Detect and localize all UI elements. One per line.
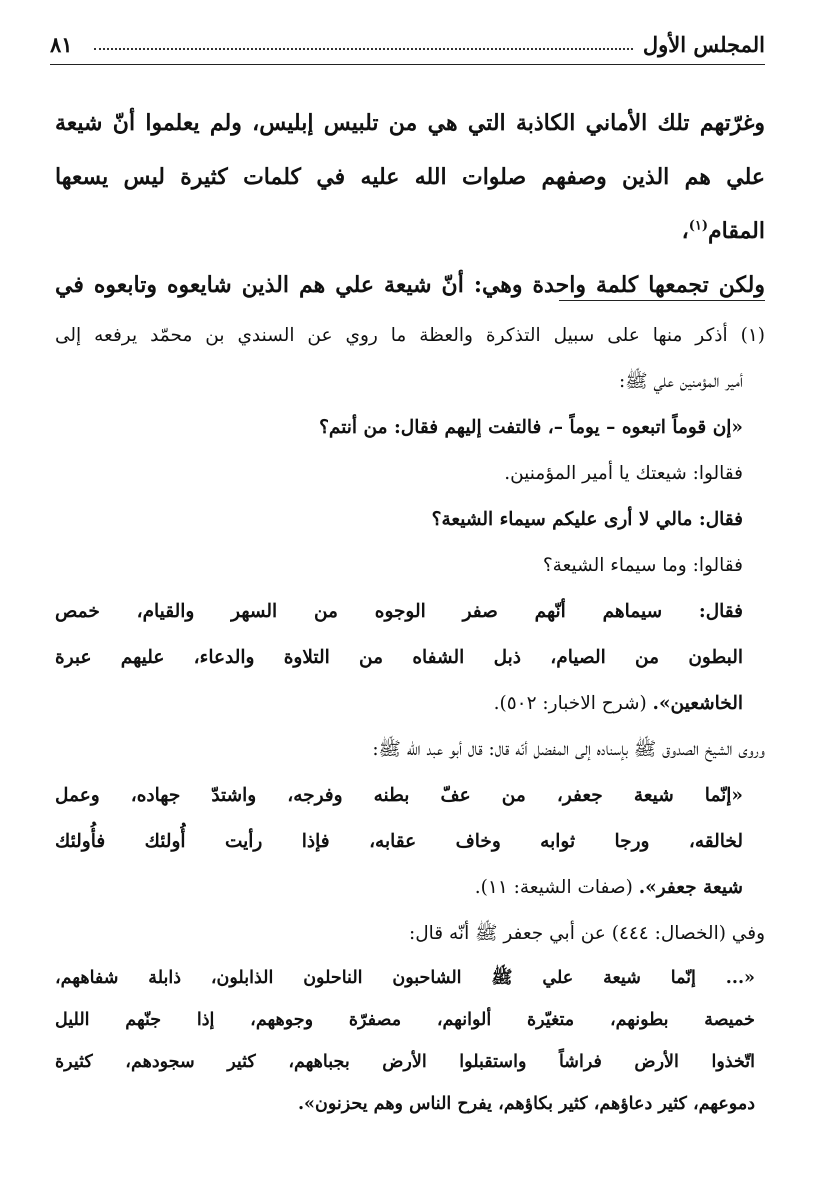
footnote-quote-line: «... إنّما شيعة علي ﷺ الشاحبون الناحلون الذابلون، ذابلة شفاههم،	[55, 968, 755, 988]
footnotes-section	[55, 313, 765, 1125]
footnote-line: وفي (الخصال: ٤٤٤) عن أبي جعفر ﷺ أنّه قال:	[408, 923, 765, 944]
footnote-quote-line: فقالوا: وما سيماء الشيعة؟	[542, 555, 743, 576]
running-header	[50, 30, 765, 65]
main-body-text	[55, 96, 765, 312]
footnote-quote-line: فقال: مالي لا أرى عليكم سيماء الشيعة؟	[431, 509, 743, 530]
footnote-quote-block	[55, 957, 765, 1125]
source-citation: (شرح الاخبار: ٥٠٢).	[493, 693, 653, 714]
footnote-quote-line: خميصة بطونهم، متغيّرة ألوانهم، مصفرّة وجوههم، إذا جنّهم الليل	[55, 1010, 755, 1030]
page-number: ٨١	[50, 32, 73, 57]
footnote-reference[interactable]: (١)	[688, 218, 708, 234]
footnote-line: وروى الشيخ الصدوق ﷺ بإسناده إلى المفضل أنّه قال: قال أبو عبد الله ﷺ:	[372, 739, 765, 760]
body-line: وغرّتهم تلك الأماني الكاذبة التي هي من تلبيس إبليس، ولم يعلموا أنّ شيعة	[55, 110, 765, 136]
footnote-quote-line: فقالوا: شيعتك يا أمير المؤمنين.	[504, 463, 743, 484]
footnote-quote-line	[55, 681, 765, 727]
footnote-quote-line: لخالقه، ورجا ثوابه وخاف عقابه، فإذا رأيت أُولئك فأُولئك	[55, 831, 743, 852]
body-line-text: علي هم الذين وصفهم صلوات الله عليه في كلمات كثيرة ليس يسعها المقام	[55, 164, 765, 244]
source-citation: (صفات الشيعة: ١١).	[474, 877, 639, 898]
footnote-quote-line: «إنّما شيعة جعفر، من عفّ بطنه وفرجه، واشتدّ جهاده، وعمل	[55, 785, 743, 806]
header-dot-leader	[94, 48, 633, 50]
footnote-separator	[559, 300, 765, 301]
chapter-title: المجلس الأول	[642, 32, 765, 57]
footnote-quote-line: «إن قوماً اتبعوه – يوماً –، فالتفت إليهم فقال: من أنتم؟	[319, 417, 743, 438]
body-line: ولكن تجمعها كلمة واحدة وهي: أنّ شيعة علي هم الذين شايعوه وتابعوه في	[55, 272, 765, 298]
footnote-quote-line: البطون من الصيام، ذبل الشفاه من التلاوة والدعاء، عليهم عبرة	[55, 647, 743, 668]
body-line	[55, 150, 765, 258]
quote-end: الخاشعين».	[652, 693, 743, 714]
footnote-line: (١) أذكر منها على سبيل التذكرة والعظة ما روي عن السندي بن محمّد يرفعه إلى	[55, 325, 765, 346]
footnote-line: أمير المؤمنين علي ﷺ:	[619, 371, 743, 392]
footnote-quote-line: اتّخذوا الأرض فراشاً واستقبلوا الأرض بجباههم، كثير سجودهم، كثيرة	[55, 1052, 755, 1072]
body-line-punct: ،	[681, 218, 689, 244]
footnote-quote-line: فقال: سيماهم أنّهم صفر الوجوه من السهر والقيام، خمص	[55, 601, 743, 622]
footnote-quote-line	[55, 865, 765, 911]
footnote-quote-line: دموعهم، كثير دعاؤهم، كثير بكاؤهم، يفرح الناس وهم يحزنون».	[297, 1094, 755, 1114]
quote-end: شيعة جعفر».	[638, 877, 743, 898]
